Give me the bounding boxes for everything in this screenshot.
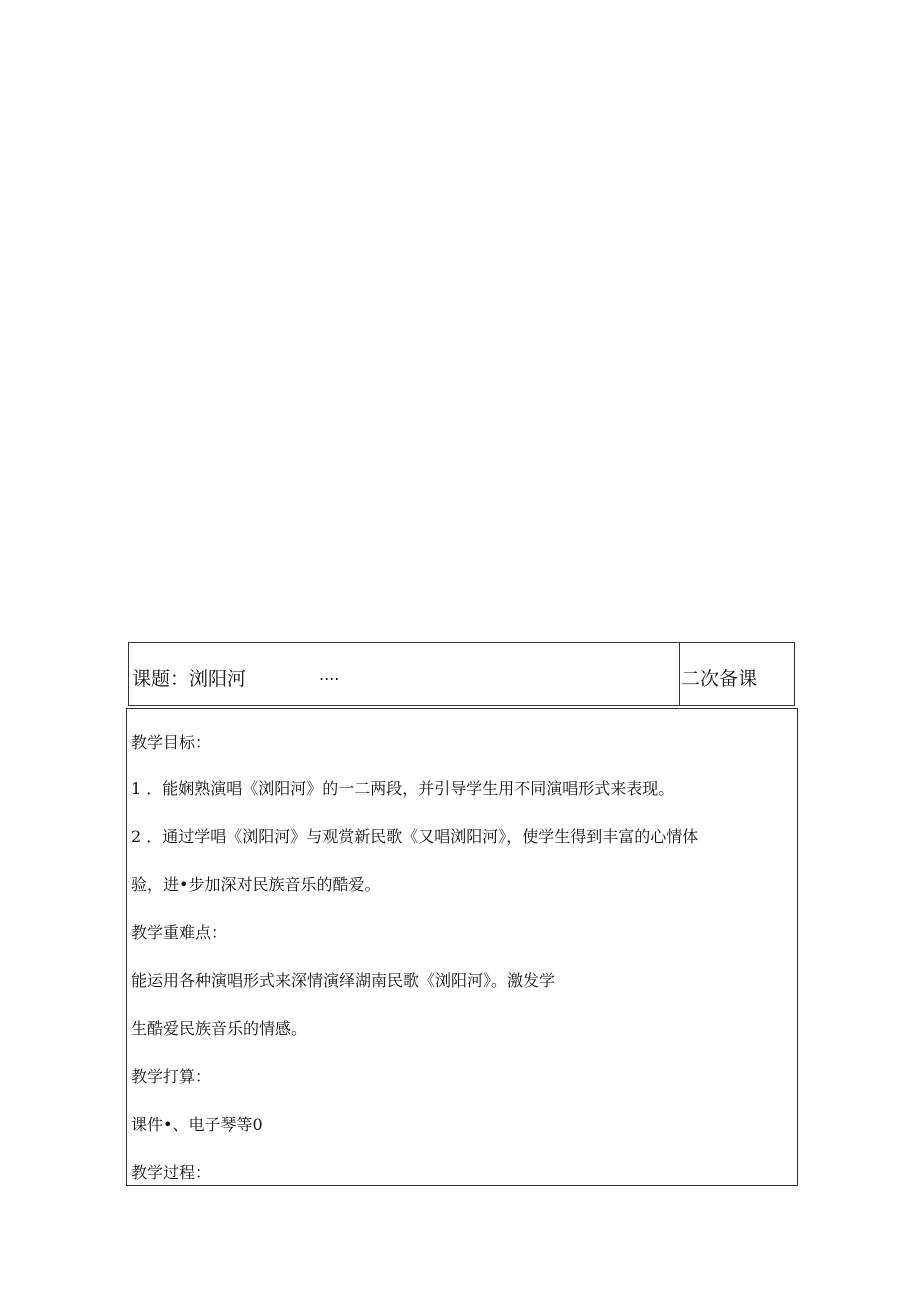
secondary-prep-cell <box>680 643 794 705</box>
objective-1: 1 ．能娴熟演唱《浏阳河》的一二两段，并引导学生用不同演唱形式来表现。 <box>131 779 675 798</box>
objectives-heading: 教学目标： <box>131 733 212 752</box>
title-dots: .... <box>319 665 340 684</box>
preparation-heading: 教学打算： <box>131 1067 212 1086</box>
preparation-text: 课件•、电子琴等0 <box>131 1115 263 1134</box>
process-heading: 教学过程： <box>131 1163 212 1182</box>
key-points-heading: 教学重难点： <box>131 923 228 942</box>
objective-2-line-1: 2 ．通过学唱《浏阳河》与观赏新民歌《又唱浏阳河》，使学生得到丰富的心情体 <box>131 827 699 846</box>
key-points-line-2: 生酷爱民族音乐的情感。 <box>131 1019 308 1038</box>
objective-2-line-2: 验，进•步加深对民族音乐的酷爱。 <box>131 875 381 894</box>
secondary-prep-label: 二次备课 <box>681 668 758 690</box>
lesson-content-box <box>126 708 798 1186</box>
lesson-title-cell <box>129 643 680 705</box>
lesson-header-table <box>128 642 795 706</box>
lesson-title: 课题：浏阳河 <box>132 668 247 690</box>
key-points-line-1: 能运用各种演唱形式来深情演绎湖南民歌《浏阳河》。激发学 <box>131 971 556 990</box>
